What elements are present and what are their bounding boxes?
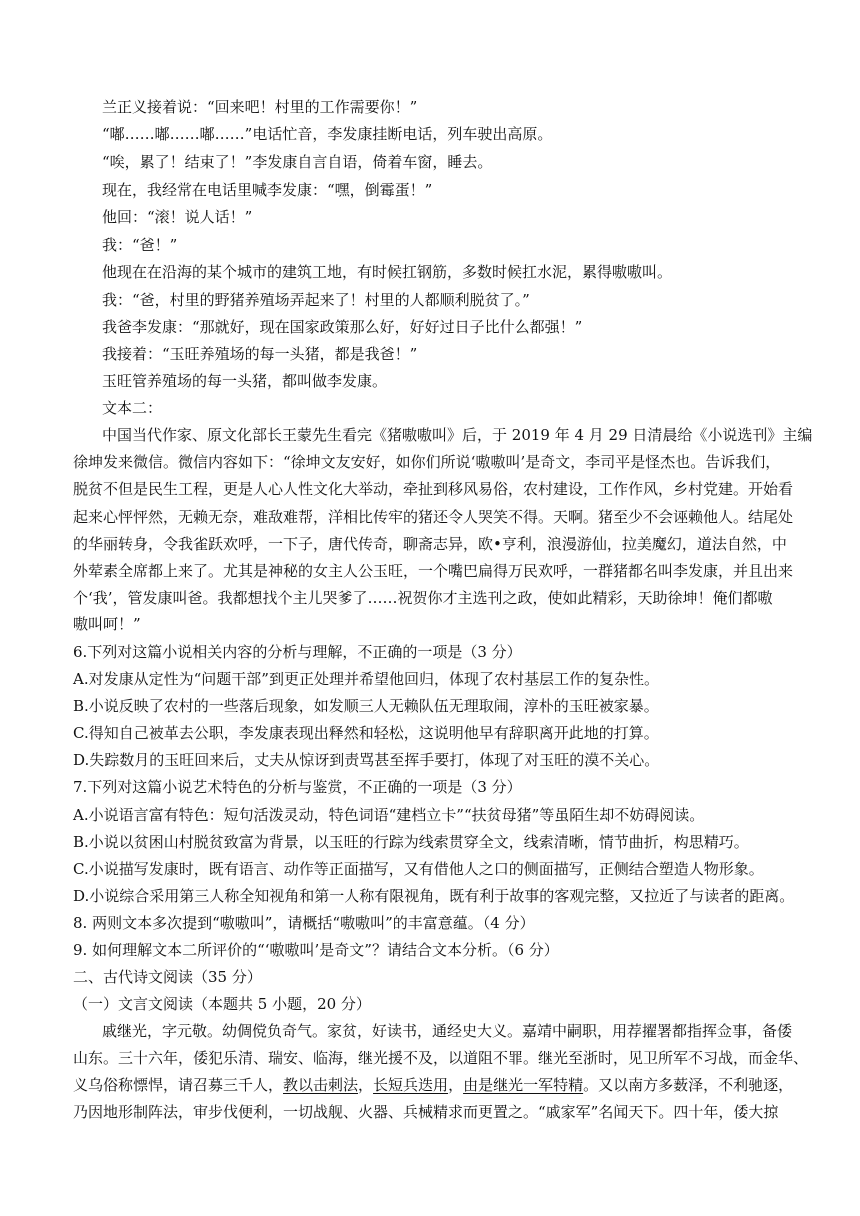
paragraph-line: 的华丽转身，令我雀跃欢呼，一下子，唐代传奇，聊斋志异，欧•亨利，浪漫游仙，拉美魔幻，道法自然，中 — [73, 535, 787, 553]
text-segment: ， — [448, 1076, 464, 1094]
question-8: 8. 两则文本多次提到“嗷嗷叫”，请概括“嗷嗷叫”的丰富意蕴。（4 分） — [73, 914, 535, 932]
dialogue-line: 玉旺管养殖场的每一头猪，都叫做李发康。 — [102, 372, 388, 390]
dialogue-line: 现在，我经常在电话里喊李发康：“嘿，倒霉蛋！” — [102, 181, 433, 199]
dialogue-line: 我：“爸！” — [102, 236, 178, 254]
text2-heading: 文本二： — [102, 399, 163, 417]
option-line: C.得知自己被革去公职，李发康表现出释然和轻松，这说明他早有辞职离开此地的打算。 — [73, 724, 659, 742]
paragraph-line: 脱贫不但是民生工程，更是人心人性文化大举动，牵扯到移风易俗，农村建设，工作作风，乡村党建。开始看 — [73, 480, 794, 498]
paragraph-line: 外荤素全席都上来了。尤其是神秘的女主人公玉旺，一个嘴巴扁得万民欢呼，一群猪都名叫李发康，并且出来 — [73, 562, 794, 580]
option-line: B.小说以贫困山村脱贫致富为背景，以玉旺的行踪为线索贯穿全文，线索清晰，情节曲折，构思精巧。 — [73, 833, 749, 851]
option-line: C.小说描写发康时，既有语言、动作等正面描写，又有借他人之口的侧面描写，正侧结合塑造人物形象。 — [73, 860, 764, 878]
subsection-heading: （一）文言文阅读（本题共 5 小题，20 分） — [73, 995, 371, 1013]
dialogue-line: “唉，累了！结束了！”李发康自言自语，倚着车窗，睡去。 — [102, 153, 493, 171]
option-line: D.失踪数月的玉旺回来后，丈夫从惊讶到责骂甚至挥手要打，体现了对玉旺的漠不关心。 — [73, 751, 660, 769]
dialogue-line: 他现在在沿海的某个城市的建筑工地，有时候扛钢筋，多数时候扛水泥，累得嗷嗷叫。 — [102, 263, 673, 281]
question-6: 6.下列对这篇小说相关内容的分析与理解，不正确的一项是（3 分） — [73, 643, 522, 661]
paragraph-line: 嗷叫呵！” — [73, 615, 141, 633]
dialogue-line: 我爸李发康：“那就好，现在国家政策那么好，好好过日子比什么都强！” — [102, 318, 583, 336]
paragraph-line: 中国当代作家、原文化部长王蒙先生看完《猪嗷嗷叫》后，于 2019 年 4 月 29 日清晨给《小说选刊》主编 — [102, 426, 813, 444]
section-heading: 二、古代诗文阅读（35 分） — [73, 968, 262, 986]
dialogue-line: 我接着：“玉旺养殖场的每一头猪，都是我爸！” — [102, 345, 418, 363]
underlined-phrase: 教以击刺法 — [283, 1076, 359, 1094]
dialogue-line: 他回：“滚！说人话！” — [102, 208, 253, 226]
text-segment: ， — [358, 1076, 374, 1094]
question-9: 9. 如何理解文本二所评价的“‘嗷嗷叫’是奇文”？请结合文本分析。（6 分） — [73, 941, 559, 959]
dialogue-line: 兰正义接着说：“回来吧！村里的工作需要你！” — [102, 98, 418, 116]
paragraph-line: 起来心怦怦然，无赖无奈，难敌难帮，洋相比传牢的猪还令人哭笑不得。天啊。猪至少不会诬赖他人。结尾处 — [73, 508, 794, 526]
paragraph-line: 个‘我’，管发康叫爸。我都想找个主儿哭爹了……祝贺你才主选刊之政，使如此精彩，天助徐坤！俺们都嗷 — [73, 589, 773, 607]
option-line: D.小说综合采用第三人称全知视角和第一人称有限视角，既有利于故事的客观完整，又拉近了与读者的距离。 — [73, 887, 795, 905]
classical-line: 山东。三十六年，倭犯乐清、瑞安、临海，继光援不及，以道阻不罪。继光至浙时，见卫所军不习战，而金华、 — [73, 1049, 809, 1067]
underlined-phrase: 长短兵迭用 — [373, 1076, 449, 1094]
underlined-phrase: 由是继光一军特精 — [463, 1076, 584, 1094]
classical-line: 乃因地形制阵法，审步伐便利，一切战舰、火器、兵械精求而更置之。“戚家军”名闻天下。四十年，倭大掠 — [73, 1103, 779, 1121]
text-segment: 。又以南方多薮泽，不利驰逐， — [583, 1076, 794, 1094]
question-7: 7.下列对这篇小说艺术特色的分析与鉴赏，不正确的一项是（3 分） — [73, 778, 522, 796]
classical-line-underlined — [73, 1075, 793, 1095]
classical-line: 戚继光，字元敬。幼倜傥负奇气。家贫，好读书，通经史大义。嘉靖中嗣职，用荐擢署都指挥佥事，备倭 — [102, 1022, 793, 1040]
dialogue-line: 我：“爸，村里的野猪养殖场弄起来了！村里的人都顺利脱贫了。” — [102, 291, 530, 309]
option-line: B.小说反映了农村的一些落后现象，如发顺三人无赖队伍无理取闹，淳朴的玉旺被家暴。 — [73, 697, 659, 715]
option-line: A.对发康从定性为“问题干部”到更正处理并希望他回归，体现了农村基层工作的复杂性。 — [73, 670, 659, 688]
dialogue-line: “嘟……嘟……嘟……”电话忙音，李发康挂断电话，列车驶出高原。 — [102, 125, 553, 143]
text-segment: 义乌俗称慓悍，请召募三千人， — [73, 1076, 284, 1094]
paragraph-line: 徐坤发来微信。微信内容如下：“徐坤文友安好，如你们所说‘嗷嗷叫’是奇文，李司平是怪杰也。告诉我们， — [73, 453, 781, 471]
option-line: A.小说语言富有特色：短句活泼灵动，特色词语“建档立卡”“扶贫母猪”等虽陌生却不妨碍阅读。 — [73, 806, 705, 824]
